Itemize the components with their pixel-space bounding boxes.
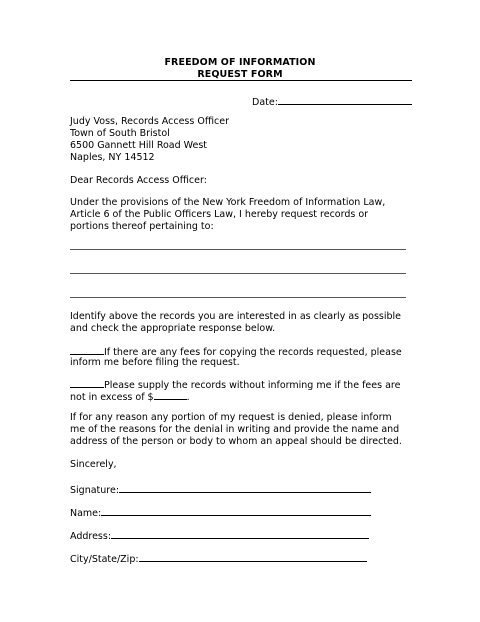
date-blank[interactable] xyxy=(278,95,412,105)
intro-line-3: portions thereof pertaining to: xyxy=(70,221,214,232)
supply-option-checkbox[interactable] xyxy=(70,378,104,388)
date-field[interactable] xyxy=(252,95,412,109)
recipient-organization: Town of South Bristol xyxy=(70,128,170,139)
fees-option-checkbox[interactable] xyxy=(70,345,104,355)
name-field xyxy=(70,506,371,520)
recipient-street: 6500 Gannett Hill Road West xyxy=(70,140,208,151)
intro-line-1: Under the provisions of the New York Freedom of Information Law, xyxy=(70,197,386,208)
records-description-line-3[interactable] xyxy=(70,297,406,298)
recipient-name-title: Judy Voss, Records Access Officer xyxy=(70,116,229,127)
fee-limit-blank[interactable] xyxy=(154,390,187,400)
recipient-city-state-zip: Naples, NY 14512 xyxy=(70,152,155,163)
city-state-zip-blank[interactable] xyxy=(139,552,367,562)
form-title-line1: FREEDOM OF INFORMATION xyxy=(164,57,316,68)
salutation: Dear Records Access Officer: xyxy=(70,175,207,186)
denial-line-2: me of the reasons for the denial in writing and provide the name and xyxy=(70,424,400,435)
closing: Sincerely, xyxy=(70,459,117,470)
identify-line-2: and check the appropriate response below. xyxy=(70,323,276,334)
fee-limit-suffix: . xyxy=(186,392,190,403)
form-title-line2: REQUEST FORM xyxy=(197,69,283,80)
records-description-line-2[interactable] xyxy=(70,273,406,274)
identify-line-1: Identify above the records you are interested in as clearly as possible xyxy=(70,311,402,322)
date-label: Date: xyxy=(252,97,278,108)
address-blank[interactable] xyxy=(111,529,369,539)
address-label: Address: xyxy=(70,531,112,542)
address-field xyxy=(70,529,369,543)
supply-option-line-2 xyxy=(70,390,190,404)
name-blank[interactable] xyxy=(101,506,371,516)
fees-option-text-1: If there are any fees for copying the records requested, please xyxy=(104,347,402,358)
city-state-zip-field xyxy=(70,552,367,566)
records-description-line-1[interactable] xyxy=(70,249,406,250)
denial-line-3: address of the person or body to whom an appeal should be directed. xyxy=(70,436,402,447)
fee-limit-prefix: not in excess of $ xyxy=(70,392,154,403)
signature-blank[interactable] xyxy=(119,483,371,493)
title-divider xyxy=(70,80,412,81)
fees-option-text-2: inform me before filing the request. xyxy=(70,357,240,368)
city-state-zip-label: City/State/Zip: xyxy=(70,554,139,565)
signature-field xyxy=(70,483,371,497)
denial-line-1: If for any reason any portion of my request is denied, please inform xyxy=(70,412,392,423)
name-label: Name: xyxy=(70,508,102,519)
intro-line-2: Article 6 of the Public Officers Law, I hereby request records or xyxy=(70,209,369,220)
supply-option-text-1: Please supply the records without informing me if the fees are xyxy=(104,380,401,391)
signature-label: Signature: xyxy=(70,485,120,496)
